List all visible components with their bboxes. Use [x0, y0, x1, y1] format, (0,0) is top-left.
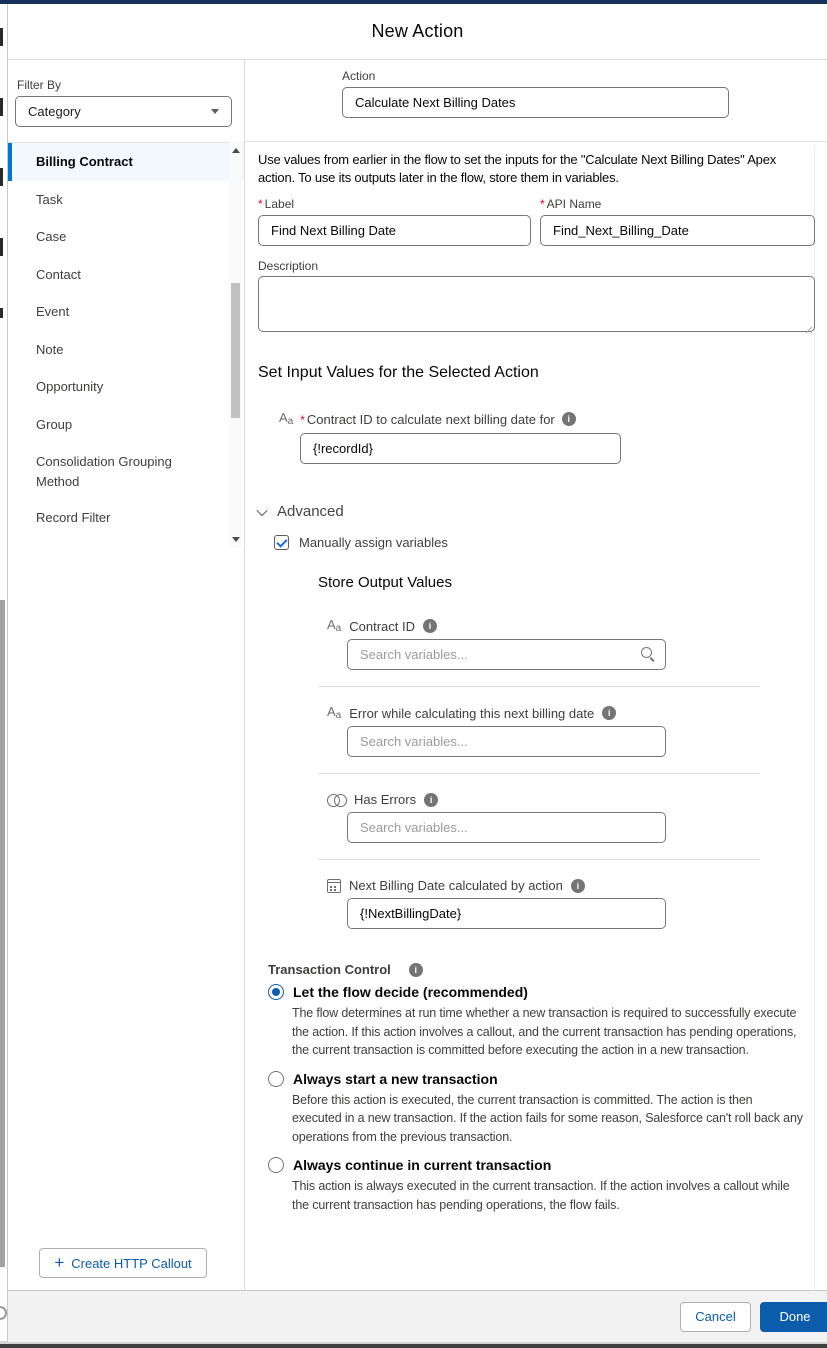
main-panel	[245, 60, 827, 1290]
radio-selected[interactable]	[268, 984, 284, 1000]
chevron-down-icon	[211, 109, 219, 114]
tc-option-description: This action is always executed in the current transaction. If the action involves a callout while the current transaction has pending operations, the flow fails.	[292, 1179, 790, 1212]
category-dropdown-value: Category	[28, 104, 81, 119]
sidebar-item-case[interactable]: Case	[36, 229, 67, 244]
output-label: Contract ID	[349, 618, 415, 634]
has-errors-output-input[interactable]	[347, 812, 666, 843]
chevron-down-icon	[256, 504, 267, 515]
scroll-down-arrow[interactable]	[229, 533, 242, 546]
action-label: Action	[342, 69, 376, 83]
error-output-input[interactable]	[347, 726, 666, 757]
output-row-next-billing-date	[258, 878, 813, 929]
sidebar-scrollbar[interactable]	[229, 142, 242, 548]
plus-icon: +	[54, 1252, 65, 1272]
background-glyph	[0, 1306, 7, 1320]
sidebar-item-record-filter[interactable]: Record Filter	[36, 510, 111, 525]
contract-id-param-label: * Contract ID to calculate next billing date for	[300, 411, 555, 427]
info-icon[interactable]: i	[602, 706, 616, 720]
row-divider	[318, 686, 760, 687]
background-mark	[0, 28, 3, 46]
info-icon[interactable]: i	[562, 412, 576, 426]
info-icon[interactable]: i	[424, 793, 438, 807]
create-http-callout-button[interactable]	[39, 1248, 207, 1278]
search-icon	[641, 647, 656, 662]
tc-option-current-transaction-radio-row[interactable]	[268, 1157, 813, 1173]
sidebar-item-event[interactable]: Event	[36, 304, 70, 319]
next-billing-date-output-input[interactable]	[347, 898, 666, 929]
background-mark	[0, 238, 3, 256]
description-label: Description	[258, 259, 319, 273]
tc-option-current-transaction	[258, 1157, 813, 1214]
modal-header	[8, 4, 827, 60]
contract-id-output-input[interactable]	[347, 639, 666, 670]
done-button[interactable]: Done	[760, 1302, 827, 1332]
required-asterisk: *	[258, 197, 263, 211]
background-mark	[0, 308, 3, 318]
modal-title: New Action	[371, 21, 464, 41]
intro-text: Use values from earlier in the flow to set the inputs for the "Calculate Next Billing Dates" Apex action. To use its outputs later in the flow, store them in variables.	[258, 152, 777, 185]
api-name-field-label: * API Name	[540, 197, 602, 211]
tc-option-new-transaction-radio-row[interactable]	[268, 1071, 813, 1087]
row-divider	[318, 773, 760, 774]
category-list	[8, 142, 244, 537]
set-input-values-heading: Set Input Values for the Selected Action	[258, 364, 539, 381]
transaction-control-heading: Transaction Control	[268, 962, 391, 977]
date-icon	[327, 879, 341, 893]
manually-assign-label: Manually assign variables	[299, 535, 448, 550]
label-input[interactable]	[258, 215, 531, 246]
background-mark	[0, 98, 3, 116]
triangle-down-icon	[232, 537, 240, 542]
radio-unselected[interactable]	[268, 1157, 284, 1173]
info-icon[interactable]: i	[409, 963, 423, 977]
tc-option-description: The flow determines at run time whether a new transaction is required to successfully execute the action. If this action involves a callout, and the current transaction has pending operations, the current transaction is committed before executing the action in a new transaction.	[292, 1006, 797, 1057]
modal-footer	[8, 1290, 827, 1342]
tc-option-flow-decide	[258, 984, 813, 1060]
info-icon[interactable]: i	[423, 619, 437, 633]
description-textarea[interactable]	[258, 276, 815, 332]
transaction-control-heading-row	[268, 962, 813, 977]
output-row-error	[258, 705, 813, 757]
new-action-modal	[7, 4, 827, 1342]
required-asterisk: *	[540, 197, 545, 211]
info-icon[interactable]: i	[571, 879, 585, 893]
store-output-values-heading: Store Output Values	[318, 574, 452, 591]
contract-id-param-row	[258, 411, 813, 464]
tc-option-new-transaction	[258, 1071, 813, 1147]
tc-option-label: Let the flow decide (recommended)	[293, 984, 528, 1000]
output-label: Error while calculating this next billing date	[349, 705, 595, 721]
required-asterisk: *	[300, 412, 305, 427]
description-block	[258, 259, 815, 337]
output-row-contract-id	[258, 618, 813, 670]
sidebar-item-group[interactable]: Group	[36, 416, 73, 432]
advanced-toggle[interactable]	[258, 503, 813, 520]
boolean-icon	[327, 794, 346, 806]
output-label: Has Errors	[354, 792, 417, 807]
action-input[interactable]	[342, 87, 729, 118]
text-type-icon: $A_a$	[327, 617, 342, 634]
background-scrollbar	[0, 600, 5, 1267]
sidebar-item-task[interactable]: Task	[36, 191, 63, 207]
output-label: Next Billing Date calculated by action	[349, 878, 563, 893]
output-row-has-errors	[258, 792, 813, 843]
manually-assign-checkbox[interactable]	[274, 535, 289, 550]
background-mark	[0, 168, 3, 186]
action-picker-section	[245, 60, 827, 142]
category-sidebar	[8, 60, 244, 1290]
label-apiname-row	[258, 197, 815, 246]
category-dropdown[interactable]	[15, 96, 232, 127]
sidebar-item-opportunity[interactable]: Opportunity	[36, 379, 104, 394]
text-type-icon: $A_a$	[279, 410, 294, 427]
sidebar-item-contact[interactable]: Contact	[36, 266, 81, 282]
tc-option-label: Always continue in current transaction	[293, 1157, 552, 1173]
background-page-sliver	[0, 4, 7, 1342]
filter-by-label: Filter By	[17, 78, 62, 92]
contract-id-param-input[interactable]	[300, 433, 621, 464]
advanced-label: Advanced	[277, 503, 344, 520]
sidebar-item-billing-contract[interactable]: Billing Contract	[8, 143, 244, 181]
label-field-label: * Label	[258, 197, 295, 211]
sidebar-item-note[interactable]: Note	[36, 341, 64, 357]
tc-option-label: Always start a new transaction	[293, 1070, 498, 1087]
scrollbar-thumb[interactable]	[231, 283, 240, 418]
text-type-icon: $A_a$	[327, 704, 342, 721]
triangle-up-icon	[232, 148, 240, 153]
create-http-callout-label: Create HTTP Callout	[71, 1255, 192, 1271]
window-bottom-bar	[0, 1344, 827, 1348]
radio-unselected[interactable]	[268, 1071, 284, 1087]
cancel-button[interactable]: Cancel	[680, 1302, 751, 1332]
tc-option-description: Before this action is executed, the current transaction is committed. The action is then executed in a new transaction. If the action fails for some reason, Salesforce can't roll back any operations from the previous transaction.	[292, 1092, 803, 1144]
scroll-up-arrow[interactable]	[229, 144, 242, 157]
manually-assign-variables-row[interactable]	[274, 535, 813, 550]
sidebar-item-consolidation-grouping-method[interactable]: Consolidation Grouping Method	[36, 454, 172, 489]
tc-option-flow-decide-radio-row[interactable]	[268, 984, 813, 1000]
row-divider	[318, 859, 760, 860]
api-name-input[interactable]	[540, 215, 815, 246]
